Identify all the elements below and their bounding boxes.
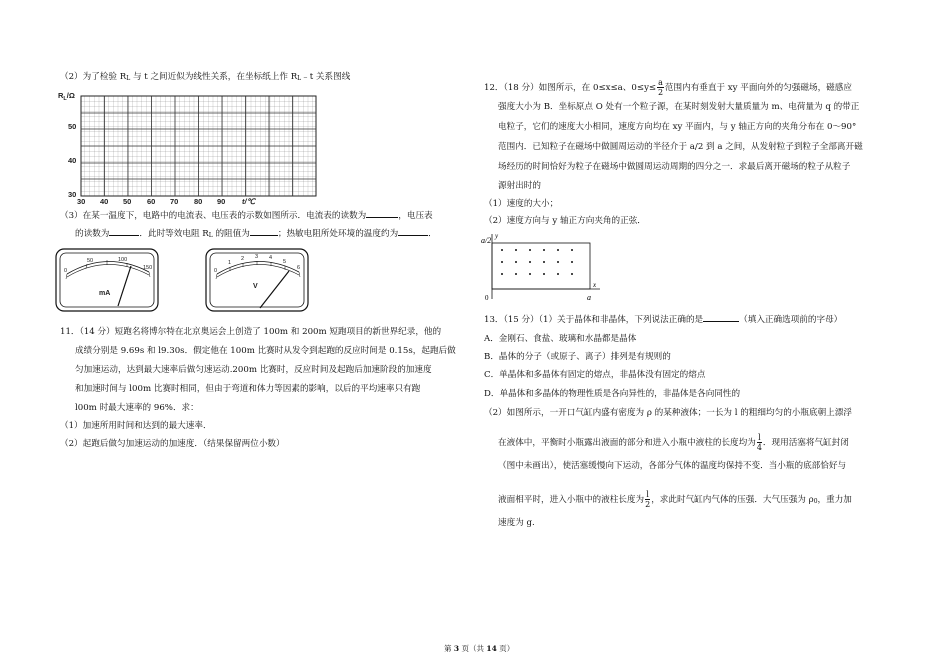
q12-line: 范围内．已知粒子在磁场中做圆周运动的半径介于 a/2 到 a 之间，从发射粒子到粒子全部离开磁: [498, 142, 863, 152]
answer-blank[interactable]: [703, 321, 739, 322]
q12-line: 强度大小为 B．坐标原点 O 处有一个粒子源，在某时刻发射大量质量为 m、电荷量为 q 的带正: [498, 102, 860, 112]
page-footer: 第 3 页（共 14 页）: [444, 644, 515, 653]
q12-subquestion: （2）速度方向与 y 轴正方向夹角的正弦．: [484, 216, 646, 226]
q12-line: 电粒子，它们的速度大小相同，速度方向均在 xy 平面内，与 y 轴正方向的夹角分布在 0～90°: [498, 122, 857, 132]
voltmeter-tick: 4: [269, 255, 273, 261]
graph-x-tick: 70: [170, 197, 179, 206]
page-total: 14: [486, 644, 497, 653]
q13-part2-line: （图中未画出），使活塞缓慢向下运动，各部分气体的温度均保持不变．当小瓶的底部恰好与: [498, 461, 847, 471]
answer-blank[interactable]: [250, 235, 278, 236]
fraction: $\frac{a}{2}$: [657, 78, 664, 97]
ammeter-tick: 100: [118, 257, 128, 263]
ammeter-tick: 50: [87, 258, 94, 264]
q13-part2-line: 液面相平时，进入小瓶中的液柱长度为 $\frac{l}{2}$ ，求此时气缸内气体的压强．大气压强为 ρ0，重力加: [498, 490, 852, 509]
voltmeter-tick: 6: [297, 265, 301, 271]
q11-line: 11．（14 分）短跑名将博尔特在北京奥运会上创造了 100m 和 200m 短跑项目的新世界纪录，他的: [60, 327, 442, 337]
graph-x-tick: 60: [147, 197, 156, 206]
graph-y-tick: 40: [68, 156, 77, 165]
rl-t-graph-paper: [56, 86, 326, 206]
voltmeter-tick: 1: [228, 260, 232, 266]
voltmeter-tick: 5: [283, 259, 287, 265]
field-label-a-half: a/2: [481, 236, 492, 245]
voltmeter-figure: [205, 248, 310, 314]
q11-subquestion: （1）加速所用时间和达到的最大速率．: [60, 421, 212, 431]
q12-line: 场经历的时间恰好为粒子在磁场中做圆周运动周期的四分之一．求最后离开磁场的粒子从粒子: [498, 162, 851, 172]
answer-blank[interactable]: [366, 217, 398, 218]
graph-x-tick: 30: [77, 197, 86, 206]
voltmeter-unit: V: [253, 283, 258, 290]
q10-part2-text: （2）为了检验 RL 与 t 之间近似为线性关系，在坐标纸上作 RL﹣t 关系图线: [60, 72, 351, 82]
ammeter-figure: [55, 248, 160, 314]
graph-x-tick: 50: [123, 197, 132, 206]
fraction: $\frac{l}{2}$: [645, 490, 651, 509]
ammeter-unit: mA: [99, 290, 111, 297]
page-number: 3: [453, 644, 460, 653]
ammeter-tick: 0: [64, 268, 68, 274]
voltmeter-tick: 2: [241, 256, 245, 262]
q13-option: A．金刚石、食盐、玻璃和水晶都是晶体: [484, 334, 637, 344]
magnetic-field-figure: [480, 231, 605, 303]
answer-blank[interactable]: [398, 235, 428, 236]
q12-subquestion: （1）速度的大小；: [484, 199, 559, 209]
field-label-a: a: [587, 293, 591, 302]
graph-x-tick: 80: [194, 197, 203, 206]
q13-line1: 13．（15 分）（1）关于晶体和非晶体，下列说法正确的是 （填入正确选项前的字母）: [484, 315, 843, 325]
q11-line: 匀加速运动，达到最大速率后做匀速运动.200m 比赛时，反应时间及起跑后加速阶段的加速度: [75, 365, 432, 375]
q11-line: 和加速时间与 l00m 比赛时相同，但由于弯道和体力等因素的影响，以后的平均速率只有跑: [75, 384, 421, 394]
q10-part3-line2: 的读数为 ．此时等效电阻 RL 的阻值为 ；热敏电阻所处环境的温度约为 ．: [75, 229, 437, 239]
q13-option: C．单晶体和多晶体有固定的熔点，非晶体没有固定的熔点: [484, 370, 706, 380]
voltmeter-tick: 0: [214, 268, 218, 274]
q12-line1: 12．（18 分）如图所示，在 0≤x≤a、0≤y≤ $\frac{a}{2}$ 范围内有垂直于 xy 平面向外的匀强磁场，磁感应: [484, 78, 852, 97]
y-axis-label: y: [495, 232, 499, 240]
q13-option: D．单晶体和多晶体的物理性质是各向异性的，非晶体是各向同性的: [484, 389, 741, 399]
q13-part2-line: 在液体中，平衡时小瓶露出液面的部分和进入小瓶中液柱的长度均为 $\frac{l}{4}$ ．现用活塞将气缸封闭: [498, 433, 849, 452]
answer-blank[interactable]: [109, 235, 139, 236]
q13-option: B．晶体的分子（或原子、离子）排列是有规则的: [484, 352, 671, 362]
origin-label: 0: [485, 294, 489, 302]
fraction: $\frac{l}{4}$: [756, 433, 762, 452]
q11-subquestion: （2）起跑后做匀加速运动的加速度．（结果保留两位小数）: [60, 439, 285, 449]
graph-x-tick: 90: [217, 197, 226, 206]
graph-x-tick: 40: [100, 197, 109, 206]
graph-x-axis-label: t/℃: [242, 197, 256, 206]
ammeter-tick: 150: [143, 265, 153, 271]
voltmeter-tick: 3: [255, 254, 259, 260]
q12-line: 源射出时的: [498, 181, 541, 191]
graph-y-tick: 30: [68, 190, 77, 199]
x-axis-label: x: [593, 281, 597, 289]
q11-line: 成绩分别是 9.69s 和 l9.30s．假定他在 100m 比赛时从发令到起跑的反应时间是 0.15s，起跑后做: [75, 346, 456, 356]
q13-part2-line: 速度为 g.: [498, 518, 535, 528]
q13-part2-line: （2）如图所示，一开口气缸内盛有密度为 ρ 的某种液体；一长为 l 的粗细均匀的小瓶底朝上漂浮: [484, 408, 852, 418]
graph-y-tick: 50: [68, 122, 77, 131]
q10-part3-line1: （3）在某一温度下，电路中的电流表、电压表的示数如图所示．电流表的读数为 ，电压表: [60, 211, 433, 221]
graph-y-axis-label: $R_L/\Omega$: [58, 91, 75, 102]
q11-line: l00m 时最大速率的 96%．求：: [75, 403, 199, 413]
